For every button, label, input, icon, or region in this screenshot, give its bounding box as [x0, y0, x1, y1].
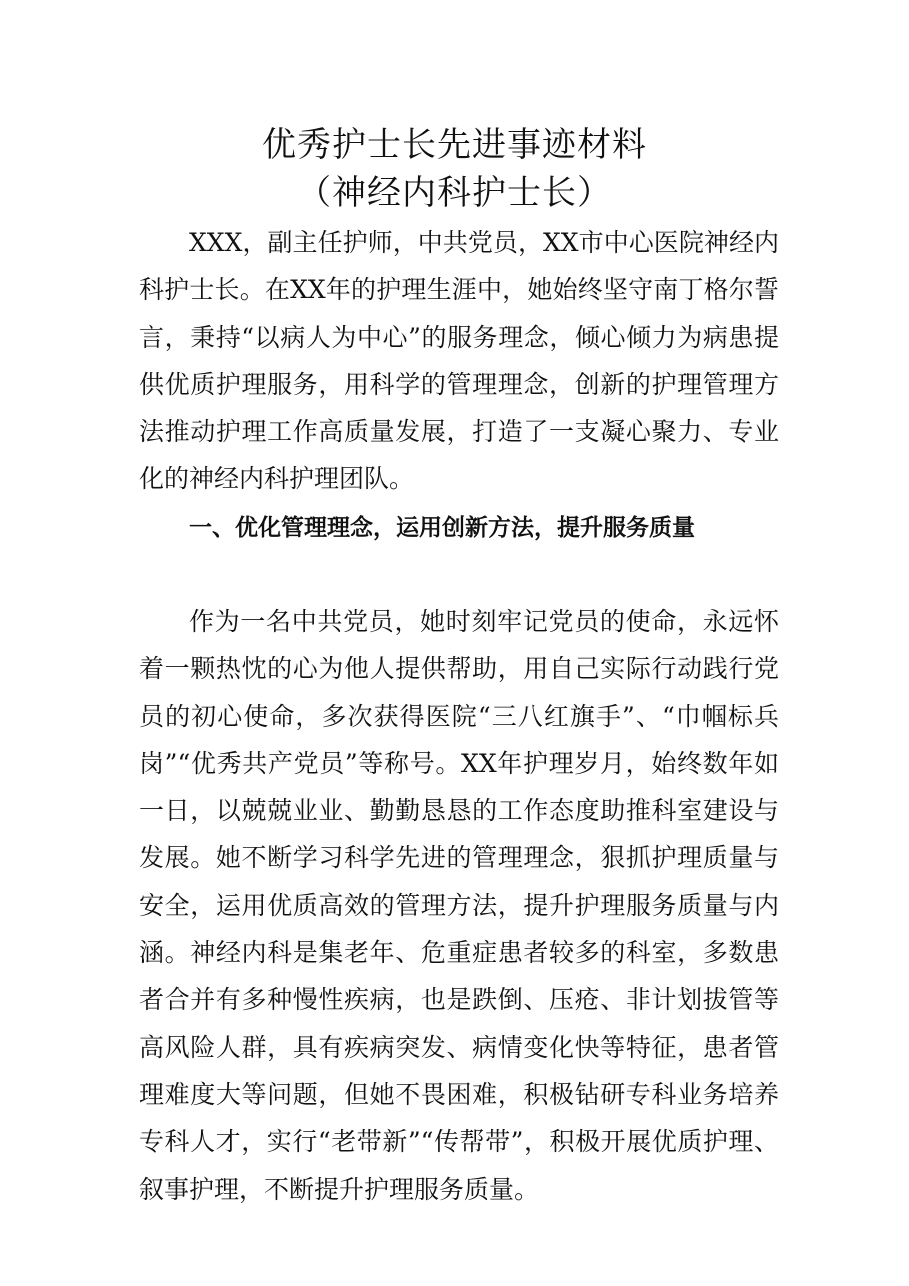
- section-heading: 一、优化管理理念，运用创新方法，提升服务质量: [189, 515, 695, 541]
- document-title: 优秀护士长先进事迹材料: [262, 125, 647, 165]
- body-paragraph: 作为一名中共党员，她时刻牢记党员的使命，永远怀着一颗热忱的心为他人提供帮助，用自己实际行动践行党员的初心使命，多次获得医院“三八红旗手”、“巾帼标兵岗”“优秀共产党员”等称号。XX年护理岁月，始终数年如一日，以兢兢业业、勤勤恳恳的工作态度助推科室建设与发展。她不断学习科学先进的管理理念，狠抓护理质量与安全，运用优质高效的管理方法，提升护理服务质量与内涵。神经内科是集老年、危重症患者较多的科室，多数患者合并有多种慢性疾病，也是跌倒、压疮、非计划拔管等高风险人群，具有疾病突发、病情变化快等特征，患者管理难度大等问题，但她不畏困难，积极钻研专科业务培养专科人才，实行“老带新”“传帮带”，积极开展优质护理、叙事护理，不断提升护理服务质量。: [139, 607, 779, 1204]
- document-subtitle: （神经内科护士长）: [297, 173, 612, 213]
- intro-paragraph: XXX，副主任护师，中共党员，XX市中心医院神经内科护士长。在XX年的护理生涯中，她始终坚守南丁格尔誓言，秉持“以病人为中心”的服务理念，倾心倾力为病患提供优质护理服务，用科学的管理理念，创新的护理管理方法推动护理工作高质量发展，打造了一支凝心聚力、专业化的神经内科护理团队。: [139, 228, 779, 494]
